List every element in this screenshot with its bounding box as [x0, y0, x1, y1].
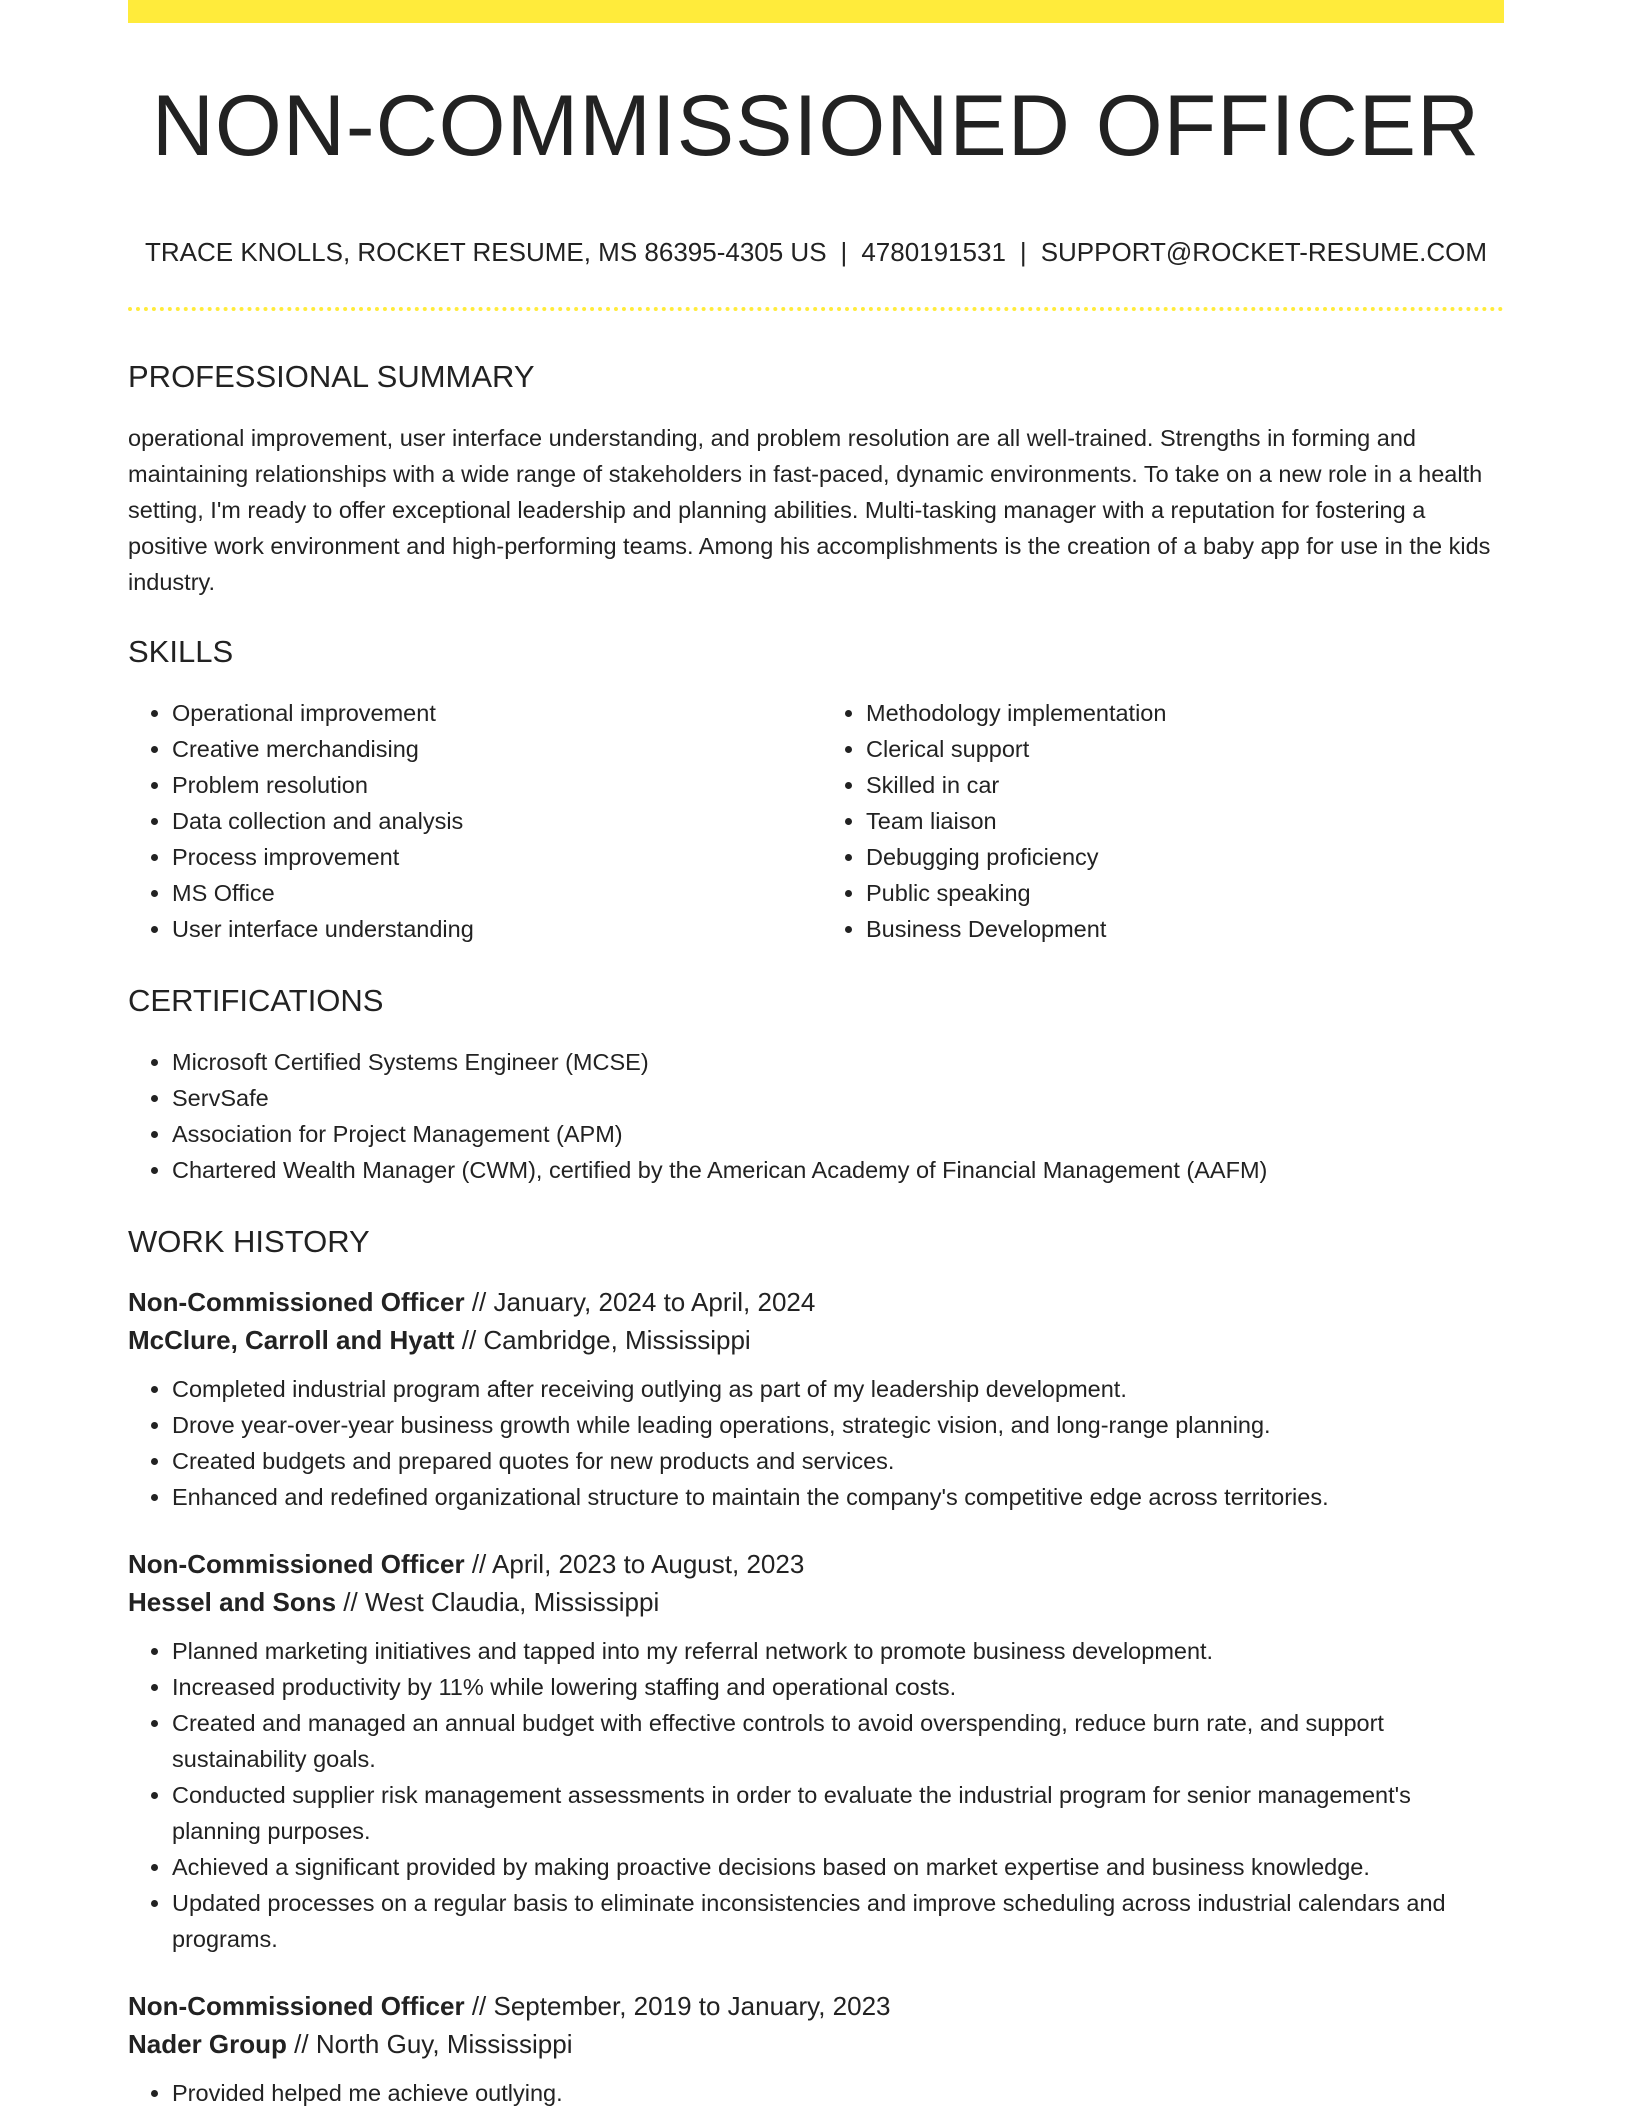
- job-bullet: • Updated processes on a regular basis to eliminate inconsistencies and improve scheduling across industrial calendars and programs.: [172, 1885, 1504, 1957]
- skills-heading: SKILLS: [128, 634, 234, 669]
- resume-page: [128, 0, 1504, 2111]
- job-role: Non-Commissioned Officer: [128, 1991, 465, 2021]
- work-history-heading: WORK HISTORY: [128, 1224, 370, 1259]
- skill-item: • Team liaison: [866, 803, 1504, 839]
- skill-item: • Skilled in car: [866, 767, 1504, 803]
- skill-item: • Problem resolution: [172, 767, 816, 803]
- skill-item: • Methodology implementation: [866, 695, 1504, 731]
- job-bullet: • Created budgets and prepared quotes for new products and services.: [172, 1443, 1504, 1479]
- skill-item: • MS Office: [172, 875, 816, 911]
- skill-item: • User interface understanding: [172, 911, 816, 947]
- job-bullets: [128, 1633, 1504, 1957]
- job-bullet: • Planned marketing initiatives and tapped into my referral network to promote business development.: [172, 1633, 1504, 1669]
- job-bullets: [128, 2075, 1504, 2111]
- skill-item: • Creative merchandising: [172, 731, 816, 767]
- job-location: // North Guy, Mississippi: [286, 2029, 573, 2059]
- contact-line: [128, 239, 1504, 265]
- job-dates: // April, 2023 to August, 2023: [464, 1549, 805, 1579]
- contact-email[interactable]: SUPPORT@ROCKET-RESUME.COM: [1040, 237, 1487, 267]
- job-title-line: [128, 1283, 1504, 1321]
- job-company: McClure, Carroll and Hyatt: [128, 1325, 455, 1355]
- job-location: // Cambridge, Mississippi: [454, 1325, 751, 1355]
- job-bullet: • Completed industrial program after receiving outlying as part of my leadership development.: [172, 1371, 1504, 1407]
- skills-list-left: [128, 695, 816, 947]
- skill-item: • Business Development: [866, 911, 1504, 947]
- job-company-line: [128, 1583, 1504, 1621]
- skills-columns: [128, 695, 1504, 947]
- summary-text: operational improvement, user interface understanding, and problem resolution are all well-trained. Strengths in forming and maintaining relationships with a wide range of stakeholders in fast-paced, dynamic environments. To take on a new role in a health setting, I'm ready to offer exceptional leadership and planning abilities. Multi-tasking manager with a reputation for fostering a positive work environment and high-performing teams. Among his accomplishments is the creation of a baby app for use in the kids industry.: [128, 425, 1491, 595]
- skill-item: • Debugging proficiency: [866, 839, 1504, 875]
- job-title-line: [128, 1987, 1504, 2025]
- job-bullets: [128, 1371, 1504, 1515]
- page-title: NON-COMMISSIONED OFFICER: [151, 78, 1481, 174]
- job-bullet: • Provided helped me achieve outlying.: [172, 2075, 1504, 2111]
- job-role: Non-Commissioned Officer: [128, 1287, 465, 1317]
- skill-item: • Clerical support: [866, 731, 1504, 767]
- skill-item: • Public speaking: [866, 875, 1504, 911]
- job-location: // West Claudia, Mississippi: [336, 1587, 660, 1617]
- certification-item: • Microsoft Certified Systems Engineer (MCSE): [172, 1044, 1504, 1080]
- dotted-divider: [128, 307, 1504, 311]
- job-company-line: [128, 1321, 1504, 1359]
- job-bullet: • Drove year-over-year business growth while leading operations, strategic vision, and long-range planning.: [172, 1407, 1504, 1443]
- contact-phone: 4780191531: [861, 237, 1006, 267]
- certifications-list: [128, 1044, 1504, 1188]
- job-bullet: • Created and managed an annual budget with effective controls to avoid overspending, reduce burn rate, and support sustainability goals.: [172, 1705, 1504, 1777]
- skill-item: • Data collection and analysis: [172, 803, 816, 839]
- job-company-line: [128, 2025, 1504, 2063]
- job-company: Hessel and Sons: [128, 1587, 337, 1617]
- certifications-heading: CERTIFICATIONS: [128, 983, 384, 1018]
- job-title-line: [128, 1545, 1504, 1583]
- contact-separator: |: [840, 237, 848, 267]
- summary-heading: PROFESSIONAL SUMMARY: [128, 359, 535, 394]
- top-accent-bar: [128, 0, 1504, 23]
- job-bullet: • Conducted supplier risk management assessments in order to evaluate the industrial program for senior management's planning purposes.: [172, 1777, 1504, 1849]
- job-company: Nader Group: [128, 2029, 287, 2059]
- job-dates: // January, 2024 to April, 2024: [464, 1287, 816, 1317]
- certification-item: • Chartered Wealth Manager (CWM), certified by the American Academy of Financial Management (AAFM): [172, 1152, 1504, 1188]
- contact-address: TRACE KNOLLS, ROCKET RESUME, MS 86395-4305 US: [145, 237, 827, 267]
- job-role: Non-Commissioned Officer: [128, 1549, 465, 1579]
- skill-item: • Process improvement: [172, 839, 816, 875]
- job-bullet: • Enhanced and redefined organizational structure to maintain the company's competitive edge across territories.: [172, 1479, 1504, 1515]
- certification-item: • ServSafe: [172, 1080, 1504, 1116]
- skills-list-right: [816, 695, 1504, 947]
- job-dates: // September, 2019 to January, 2023: [464, 1991, 891, 2021]
- contact-separator: |: [1019, 237, 1027, 267]
- job-bullet: • Achieved a significant provided by making proactive decisions based on market expertise and business knowledge.: [172, 1849, 1504, 1885]
- job-bullet: • Increased productivity by 11% while lowering staffing and operational costs.: [172, 1669, 1504, 1705]
- skill-item: • Operational improvement: [172, 695, 816, 731]
- certification-item: • Association for Project Management (APM): [172, 1116, 1504, 1152]
